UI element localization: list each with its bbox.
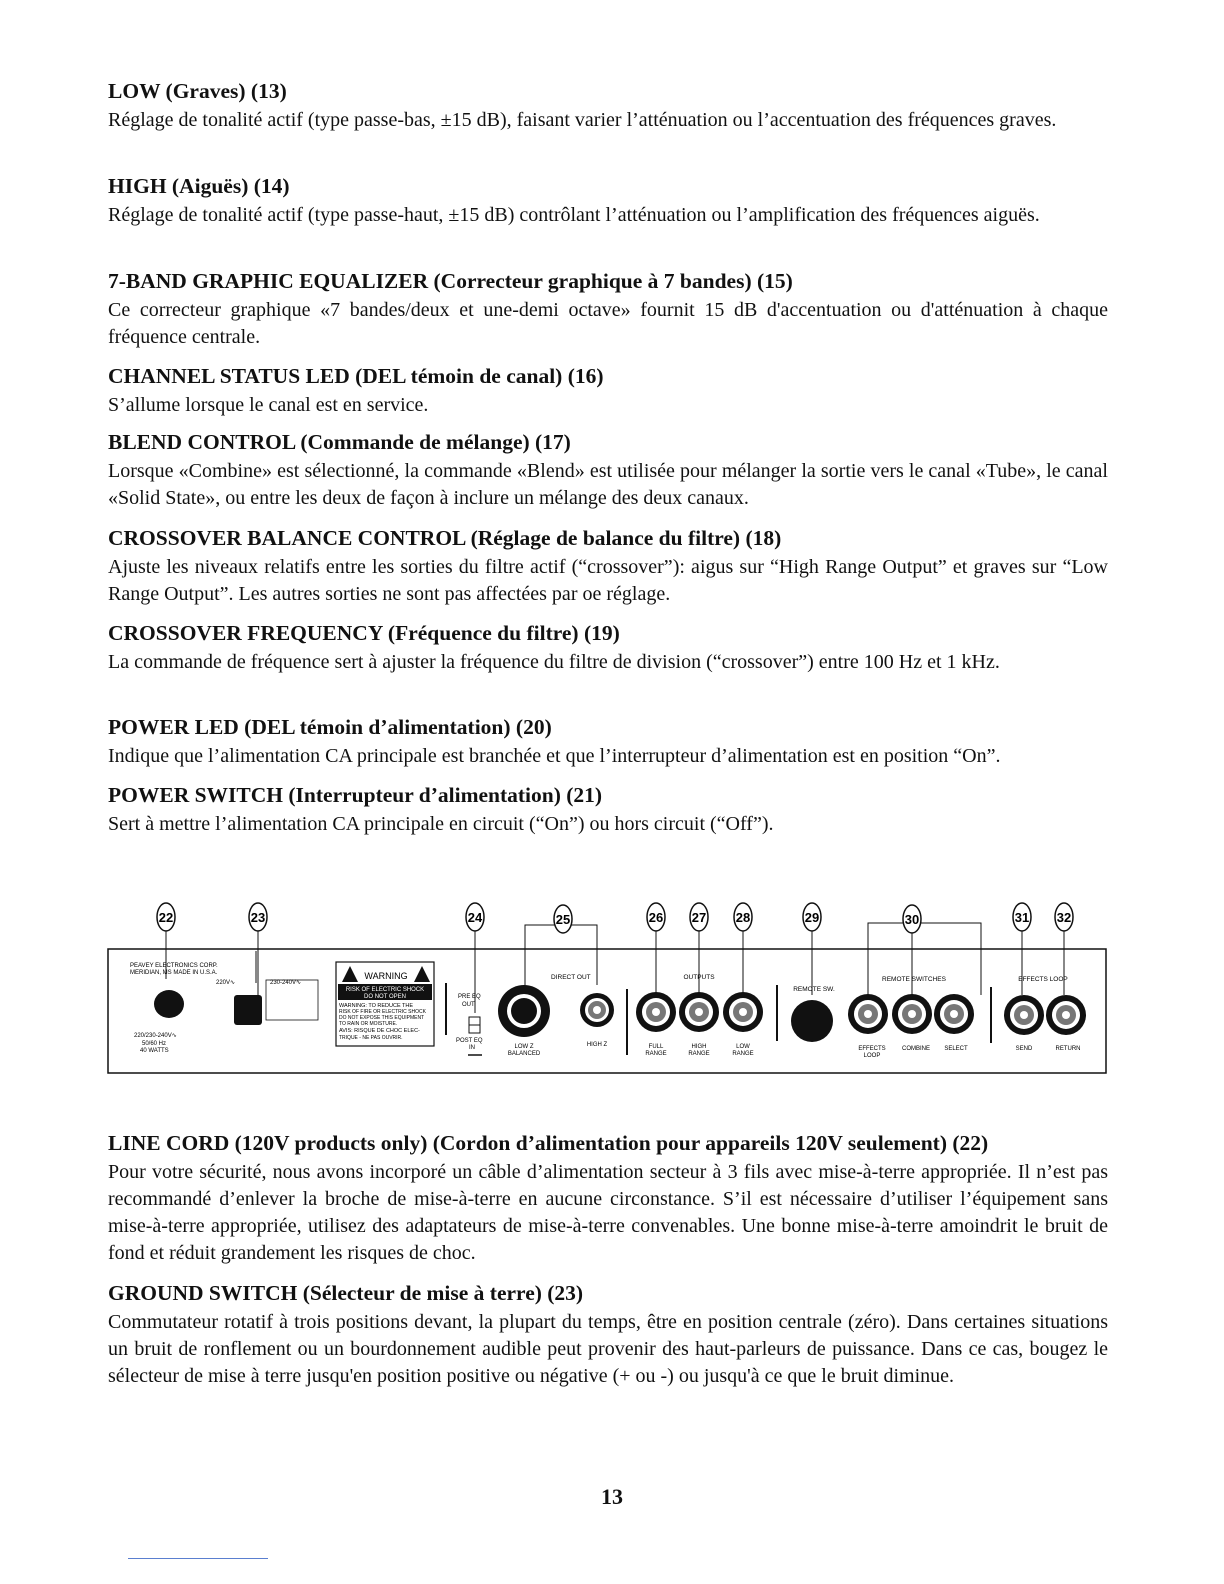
section-heading: BLEND CONTROL (Commande de mélange) (17) xyxy=(108,430,571,454)
high-z-jack xyxy=(580,993,614,1027)
svg-text:WARNING: WARNING xyxy=(364,971,408,981)
callout-lines xyxy=(166,923,1064,1013)
section-body: Ce correcteur graphique «7 bandes/deux et une-demi octave» fournit 15 dB d'accentuation ou d'atténuation à chaque fréquence centrale. xyxy=(108,299,1108,348)
section-heading: POWER SWITCH (Interrupteur d’alimentation) (21) xyxy=(108,783,603,807)
volt-220: 220V∿ xyxy=(216,980,236,986)
callout-26 xyxy=(647,903,665,931)
effects-loop-switch-jack xyxy=(848,994,888,1034)
section-body: Pour votre sécurité, nous avons incorporé un câble d’alimentation secteur à 3 fils avec mise-à-terre appropriée. Il n’est pas recommandé d’enlever la broche de mise-à-terre en aucune circonstance. S’il est nécessaire d’utiliser l’équipement sans mise-à-terre appropriée, utilisez des adaptateurs de mise-à-terre convenables. Une bonne mise-à-terre amoindrit le bruit de fond et réduit grandement les risques de choc. xyxy=(108,1161,1108,1264)
svg-text:WARNING: TO REDUCE THE: WARNING: TO REDUCE THE xyxy=(339,1003,414,1009)
callout-24 xyxy=(466,903,484,931)
low-z-label: LOW Z xyxy=(514,1044,534,1050)
high-range-label: RANGE xyxy=(688,1051,710,1057)
svg-text:24: 24 xyxy=(467,910,483,925)
svg-text:AVIS: RISQUE DE CHOC ELEC-: AVIS: RISQUE DE CHOC ELEC- xyxy=(339,1028,420,1034)
remote-sw-jack xyxy=(791,1000,833,1042)
section-heading: GROUND SWITCH (Sélecteur de mise à terre) (23) xyxy=(108,1281,584,1305)
return-label: RETURN xyxy=(1055,1046,1081,1052)
section-body: Réglage de tonalité actif (type passe-haut, ±15 dB) contrôlant l’atténuation ou l’amplification des fréquences aiguës. xyxy=(108,204,1040,226)
send-label: SEND xyxy=(1015,1046,1033,1052)
section-heading: HIGH (Aiguës) (14) xyxy=(108,174,290,198)
section-heading: 7-BAND GRAPHIC EQUALIZER (Correcteur graphique à 7 bandes) (15) xyxy=(108,269,793,293)
maker-line-1: PEAVEY ELECTRONICS CORP. xyxy=(130,963,218,969)
effects-label: EFFECTS xyxy=(858,1046,886,1052)
remote-switches-label: REMOTE SWITCHES xyxy=(882,976,946,983)
high-label: HIGH xyxy=(691,1044,707,1050)
full-range-jack xyxy=(636,992,676,1032)
callout-23 xyxy=(249,903,267,931)
section-body: Lorsque «Combine» est sélectionné, la commande «Blend» est utilisée pour mélanger la sortie vers le canal «Tube», le canal «Solid State», ou entre les deux de façon à inclure un mélange des deux canaux. xyxy=(108,460,1108,509)
section-heading: CROSSOVER BALANCE CONTROL (Réglage de balance du filtre) (18) xyxy=(108,526,782,550)
svg-text:RISK OF FIRE OR ELECTRIC SHOCK: RISK OF FIRE OR ELECTRIC SHOCK xyxy=(339,1009,426,1015)
section-body: S’allume lorsque le canal est en service. xyxy=(108,394,429,416)
section-heading: CROSSOVER FREQUENCY (Fréquence du filtre) (19) xyxy=(108,621,620,645)
out-label: OUT xyxy=(462,1002,475,1008)
svg-text:DO NOT EXPOSE THIS EQUIPMENT: DO NOT EXPOSE THIS EQUIPMENT xyxy=(339,1015,425,1021)
callout-30 xyxy=(903,905,921,933)
footer-rule xyxy=(128,1558,268,1559)
svg-text:29: 29 xyxy=(804,910,820,925)
callout-25 xyxy=(554,905,572,933)
svg-text:31: 31 xyxy=(1014,910,1030,925)
pre-eq-label: PRE EQ xyxy=(458,994,481,1000)
svg-text:25: 25 xyxy=(555,912,571,927)
power-rating-2: 50/60 Hz xyxy=(142,1041,167,1047)
high-range-jack xyxy=(679,992,719,1032)
section-body: Réglage de tonalité actif (type passe-bas, ±15 dB), faisant varier l’atténuation ou l’accentuation des fréquences graves. xyxy=(108,109,1057,131)
section-body: La commande de fréquence sert à ajuster la fréquence du filtre de division (“crossover”) entre 100 Hz et 1 kHz. xyxy=(108,651,1000,673)
power-rating-3: 40 WATTS xyxy=(140,1048,169,1054)
send-jack xyxy=(1004,995,1044,1035)
direct-out-label: DIRECT OUT xyxy=(551,974,591,981)
svg-text:26: 26 xyxy=(648,910,664,925)
rear-panel-diagram xyxy=(106,895,1108,1075)
warning-label xyxy=(336,962,434,1046)
low-range-label: RANGE xyxy=(732,1051,754,1057)
section-heading: CHANNEL STATUS LED (DEL témoin de canal) (16) xyxy=(108,364,604,388)
callout-circles xyxy=(157,903,1073,933)
section-body: Ajuste les niveaux relatifs entre les sorties du filtre actif (“crossover”): aigus sur “High Range Output” et graves sur “Low Range Output”. Les autres sorties ne sont pas affectées par oe réglage. xyxy=(108,556,1108,605)
svg-text:TO RAIN OR MOISTURE.: TO RAIN OR MOISTURE. xyxy=(339,1021,398,1027)
svg-text:TRIQUE - NE PAS OUVRIR.: TRIQUE - NE PAS OUVRIR. xyxy=(339,1035,403,1041)
combine-switch-jack xyxy=(892,994,932,1034)
svg-text:23: 23 xyxy=(250,910,266,925)
section-heading: LINE CORD (120V products only) (Cordon d’alimentation pour appareils 120V seulement) (22) xyxy=(108,1131,989,1155)
full-label: FULL xyxy=(648,1044,664,1050)
balanced-label: BALANCED xyxy=(507,1051,541,1057)
maker-line-2: MERIDIAN, MS MADE IN U.S.A. xyxy=(130,970,218,976)
callout-32 xyxy=(1055,903,1073,931)
svg-text:30: 30 xyxy=(904,912,920,927)
callout-22 xyxy=(157,903,175,931)
page-number: 13 xyxy=(601,1484,623,1509)
return-jack xyxy=(1046,995,1086,1035)
section-body: Commutateur rotatif à trois positions devant, la plupart du temps, être en position centrale (zéro). Dans certaines situations un bruit de ronflement ou un bourdonnement audible peut provenir des haut-parleurs de puissance. Dans ce cas, bougez le sélecteur de mise à terre jusqu'en position positive ou négative (+ ou -) ou jusqu'à ce que le bruit diminue. xyxy=(108,1311,1108,1387)
section-heading: LOW (Graves) (13) xyxy=(108,79,287,103)
low-label: LOW xyxy=(736,1044,750,1050)
remote-sw-label: REMOTE SW. xyxy=(793,986,835,993)
effects-loop-label: EFFECTS LOOP xyxy=(1018,976,1068,983)
line-cord-jack xyxy=(154,990,184,1018)
in-label: IN xyxy=(469,1045,475,1051)
post-eq-label: POST EQ xyxy=(456,1038,483,1044)
svg-text:28: 28 xyxy=(735,910,751,925)
callout-29 xyxy=(803,903,821,931)
voltage-selector xyxy=(234,995,262,1025)
svg-text:32: 32 xyxy=(1056,910,1072,925)
callout-27 xyxy=(690,903,708,931)
low-range-jack xyxy=(723,992,763,1032)
section-body: Indique que l’alimentation CA principale est branchée et que l’interrupteur d’alimentation est en position “On”. xyxy=(108,745,1001,767)
select-switch-jack xyxy=(934,994,974,1034)
svg-text:DO NOT OPEN: DO NOT OPEN xyxy=(364,994,406,1000)
svg-text:RISK OF ELECTRIC SHOCK: RISK OF ELECTRIC SHOCK xyxy=(345,987,425,993)
svg-text:22: 22 xyxy=(158,910,174,925)
section-body: Sert à mettre l’alimentation CA principale en circuit (“On”) ou hors circuit (“Off”). xyxy=(108,813,774,835)
full-range-label: RANGE xyxy=(645,1051,667,1057)
power-rating-1: 220/230-240V∿ xyxy=(134,1033,177,1039)
combine-label: COMBINE xyxy=(901,1046,931,1052)
svg-text:27: 27 xyxy=(691,910,707,925)
volt-230: 230-240V∿ xyxy=(270,980,302,986)
outputs-label: OUTPUTS xyxy=(683,974,715,981)
high-z-label: HIGH Z xyxy=(586,1042,608,1048)
select-label: SELECT xyxy=(944,1046,968,1052)
callout-28 xyxy=(734,903,752,931)
callout-31 xyxy=(1013,903,1031,931)
loop-label: LOOP xyxy=(863,1053,881,1059)
section-heading: POWER LED (DEL témoin d’alimentation) (20) xyxy=(108,715,552,739)
